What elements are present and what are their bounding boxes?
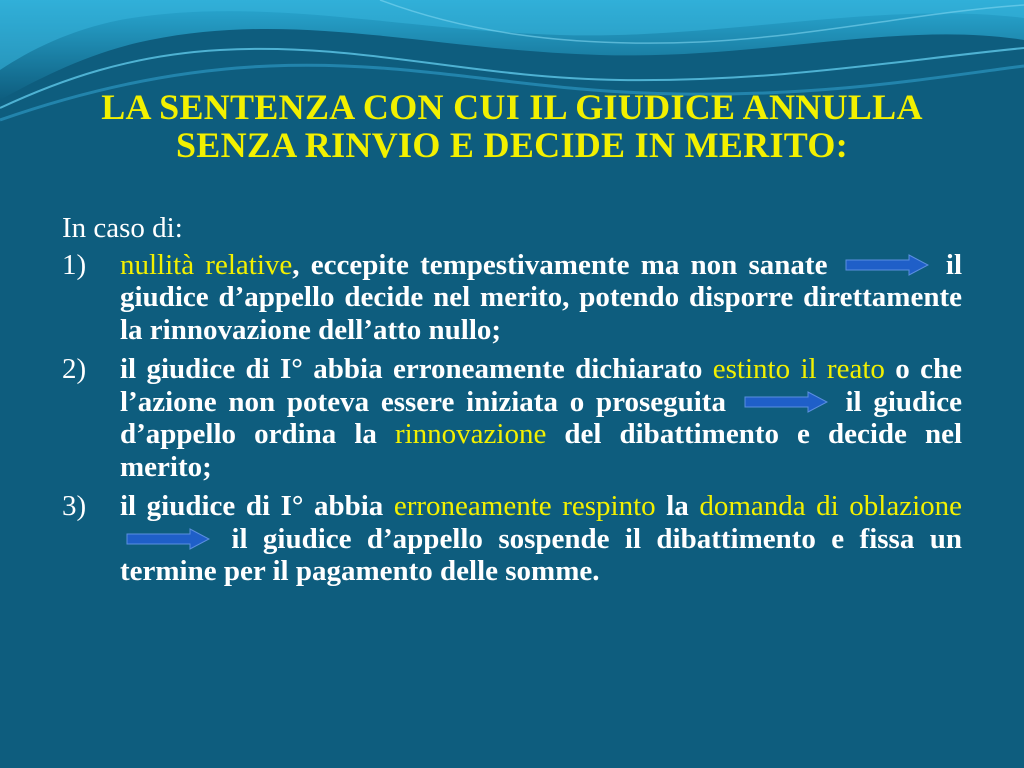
item-text: il giudice di I° abbia erroneamente dichiarato [120, 353, 703, 385]
right-arrow-icon [845, 254, 929, 276]
title-line-2: SENZA RINVIO E DECIDE IN MERITO: [175, 125, 849, 165]
right-arrow-icon [126, 528, 210, 550]
item-text: il giudice d’appello sospende il dibattimento e fissa un termine per il pagamento delle somme. [120, 522, 962, 587]
item-number: 2) [62, 353, 87, 385]
list-item-2 [62, 353, 962, 483]
highlight-text: erroneamente respinto [393, 490, 656, 522]
item-text: o che l’azione non poteva essere iniziata o proseguita [120, 353, 963, 418]
highlight-text: estinto il reato [712, 353, 885, 385]
item-number: 3) [62, 490, 87, 522]
item-text: la [666, 490, 689, 522]
item-number: 1) [62, 248, 87, 281]
right-arrow-icon [744, 391, 828, 413]
slide-body [62, 212, 962, 595]
item-text: il giudice d’appello decide nel merito, potendo disporre direttamente la rinnovazione dell’atto nullo; [120, 248, 963, 346]
list-item-1 [62, 249, 962, 347]
highlight-text: nullità relative [120, 248, 293, 281]
highlight-text: domanda di oblazione [699, 490, 963, 522]
intro-text: In caso di: [62, 212, 183, 244]
item-text: del dibattimento e decide nel merito; [120, 418, 963, 483]
item-text: il giudice di I° abbia [120, 490, 384, 522]
list-item-3 [62, 490, 962, 588]
title-line-1: LA SENTENZA CON CUI IL GIUDICE ANNULLA [101, 87, 923, 127]
slide-title [40, 88, 984, 164]
item-text: , eccepite tempestivamente ma non sanate [292, 248, 828, 281]
item-text: il giudice d’appello ordina la [120, 385, 962, 450]
highlight-text: rinnovazione [394, 418, 547, 450]
